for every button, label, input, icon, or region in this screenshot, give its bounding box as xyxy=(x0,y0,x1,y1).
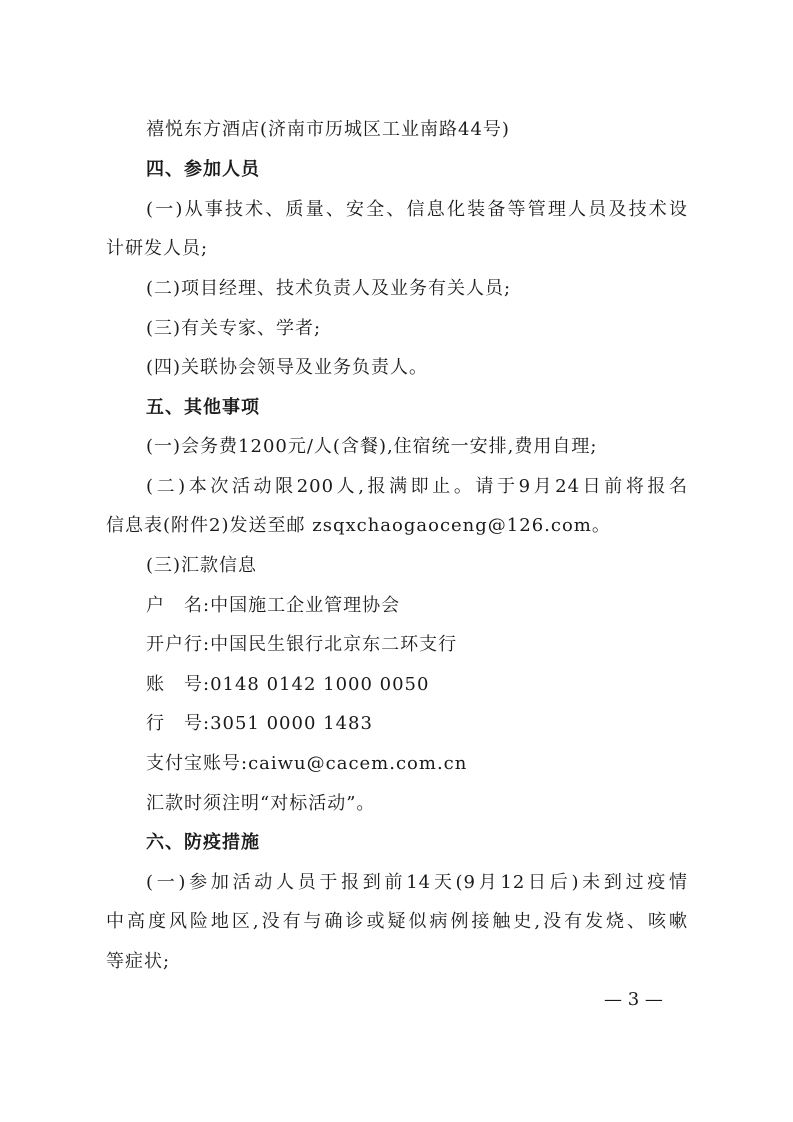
other-item-2-continued: 信息表(附件2)发送至邮 zsqxchaogaoceng@126.com。 xyxy=(106,515,611,536)
alipay-account-line: 支付宝账号:caiwu@cacem.com.cn xyxy=(146,753,468,774)
page-number: — 3 — xyxy=(604,989,663,1010)
other-item-2-limit: (二)本次活动限200人,报满即止。请于9月24日前将报名 xyxy=(146,476,688,497)
epidemic-item-1-end: 等症状; xyxy=(106,951,171,972)
other-item-1-fee: (一)会务费1200元/人(含餐),住宿统一安排,费用自理; xyxy=(146,436,598,457)
participants-item-2: (二)项目经理、技术负责人及业务有关人员; xyxy=(146,278,512,299)
epidemic-item-1-continued: 中高度风险地区,没有与确诊或疑似病例接触史,没有发烧、咳嗽 xyxy=(106,911,688,932)
remittance-note-line: 汇款时须注明“对标活动”。 xyxy=(146,793,376,814)
participants-item-1: (一)从事技术、质量、安全、信息化装备等管理人员及技术设 xyxy=(146,199,688,220)
participants-item-4: (四)关联协会领导及业务负责人。 xyxy=(146,357,429,378)
account-number-line: 账 号:0148 0142 1000 0050 xyxy=(146,674,430,695)
bank-code-line: 行 号:3051 0000 1483 xyxy=(146,713,373,734)
participants-item-1-continued: 计研发人员; xyxy=(106,238,209,259)
account-name-line: 户 名:中国施工企业管理协会 xyxy=(146,595,401,616)
section-heading-other-matters: 五、其他事项 xyxy=(146,397,260,418)
section-heading-epidemic: 六、防疫措施 xyxy=(146,832,260,853)
other-item-3-remittance: (三)汇款信息 xyxy=(146,555,258,576)
bank-line: 开户行:中国民生银行北京东二环支行 xyxy=(146,634,458,655)
epidemic-item-1: (一)参加活动人员于报到前14天(9月12日后)未到过疫情 xyxy=(146,872,688,893)
section-heading-participants: 四、参加人员 xyxy=(146,159,260,180)
participants-item-3: (三)有关专家、学者; xyxy=(146,318,322,339)
hotel-address-line: 禧悦东方酒店(济南市历城区工业南路44号) xyxy=(146,119,510,140)
